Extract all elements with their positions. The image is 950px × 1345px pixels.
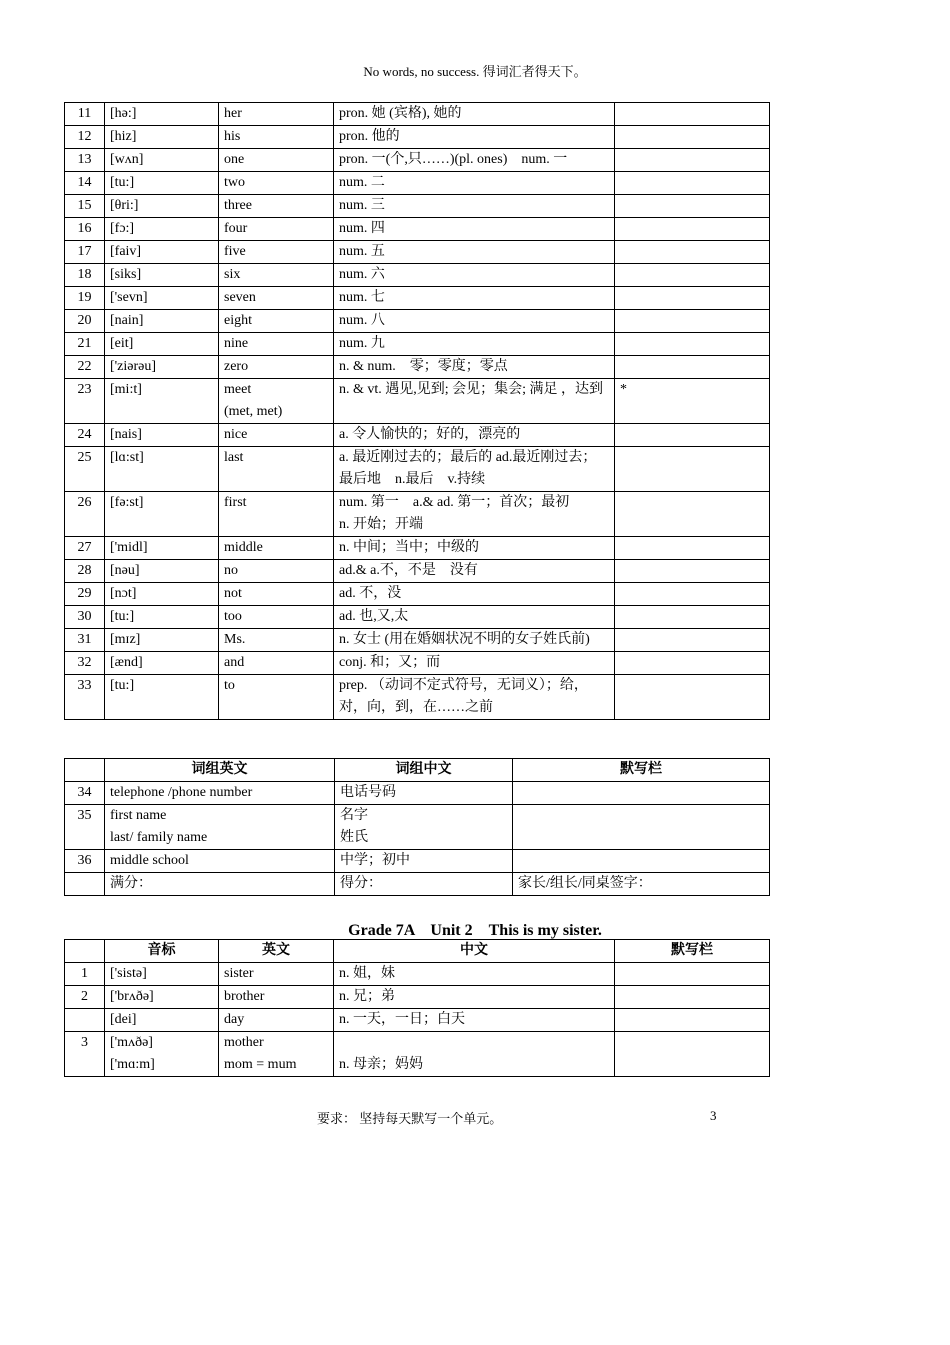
chinese-cell: prep. （动词不定式符号，无词义）；给，对，向，到，在……之前 xyxy=(334,675,615,720)
ipa-cell: [wʌn] xyxy=(105,149,219,172)
english-cell: not xyxy=(219,583,334,606)
chinese-cell: pron. 一(个,只……)(pl. ones) num. 一 xyxy=(334,149,615,172)
header-chinese: 中文 xyxy=(334,940,615,963)
english-cell: mother mom = mum xyxy=(219,1032,334,1077)
row-number: 26 xyxy=(65,492,105,537)
write-cell xyxy=(615,560,770,583)
english-cell: seven xyxy=(219,287,334,310)
ipa-cell: [mi:t] xyxy=(105,379,219,424)
vocab-row xyxy=(65,264,770,287)
write-cell xyxy=(615,103,770,126)
english-cell: two xyxy=(219,172,334,195)
vocab-row xyxy=(65,447,770,492)
vocab-row xyxy=(65,606,770,629)
header-ipa: 音标 xyxy=(105,940,219,963)
write-cell xyxy=(615,492,770,537)
row-number: 31 xyxy=(65,629,105,652)
ipa-cell: [nɔt] xyxy=(105,583,219,606)
row-number: 30 xyxy=(65,606,105,629)
chinese-cell: n. 兄；弟 xyxy=(334,986,615,1009)
row-number: 25 xyxy=(65,447,105,492)
chinese-cell: n. & vt. 遇见,见到; 会见；集会; 满足 ，达到 xyxy=(334,379,615,424)
ipa-cell: [nain] xyxy=(105,310,219,333)
write-cell xyxy=(615,963,770,986)
row-number: 11 xyxy=(65,103,105,126)
score-row xyxy=(65,873,770,896)
unit2-row xyxy=(65,986,770,1009)
write-cell xyxy=(615,333,770,356)
header-phrase-en: 词组英文 xyxy=(105,759,335,782)
ipa-cell: [tu:] xyxy=(105,172,219,195)
vocab-row xyxy=(65,379,770,424)
ipa-cell: [siks] xyxy=(105,264,219,287)
write-cell xyxy=(513,805,770,850)
phrase-row xyxy=(65,805,770,850)
vocab-row xyxy=(65,103,770,126)
phrase-row xyxy=(65,782,770,805)
row-number: 17 xyxy=(65,241,105,264)
chinese-cell: num. 二 xyxy=(334,172,615,195)
unit2-header-row xyxy=(65,940,770,963)
vocab-row xyxy=(65,537,770,560)
row-number: 23 xyxy=(65,379,105,424)
header-cell xyxy=(65,759,105,782)
write-cell xyxy=(615,218,770,241)
vocab-row xyxy=(65,356,770,379)
vocab-row xyxy=(65,126,770,149)
english-cell: his xyxy=(219,126,334,149)
full-score-cell: 满分： xyxy=(105,873,335,896)
vocab-row xyxy=(65,583,770,606)
vocab-row xyxy=(65,149,770,172)
ipa-cell: ['sistə] xyxy=(105,963,219,986)
vocab-row xyxy=(65,675,770,720)
write-cell xyxy=(513,850,770,873)
page-footer: 要求： 坚持每天默写一个单元。 xyxy=(317,1111,503,1126)
chinese-cell: n. 姐，妹 xyxy=(334,963,615,986)
write-cell xyxy=(615,172,770,195)
page-header: No words, no success. 得词汇者得天下。 xyxy=(363,64,587,79)
header-write: 默写栏 xyxy=(513,759,770,782)
chinese-cell: ad. 也,又,太 xyxy=(334,606,615,629)
english-cell: her xyxy=(219,103,334,126)
page-number: 3 xyxy=(710,1108,717,1123)
phrase-header-row xyxy=(65,759,770,782)
chinese-cell: a. 令人愉快的；好的，漂亮的 xyxy=(334,424,615,447)
chinese-cell: num. 三 xyxy=(334,195,615,218)
row-number: 27 xyxy=(65,537,105,560)
write-cell xyxy=(615,447,770,492)
english-cell: five xyxy=(219,241,334,264)
row-number: 21 xyxy=(65,333,105,356)
signature-cell: 家长/组长/同桌签字： xyxy=(513,873,770,896)
row-number xyxy=(65,1009,105,1032)
vocab-row xyxy=(65,560,770,583)
chinese-cell: num. 第一 a.& ad. 第一；首次；最初 n. 开始；开端 xyxy=(334,492,615,537)
row-number: 15 xyxy=(65,195,105,218)
write-cell xyxy=(615,287,770,310)
vocab-row xyxy=(65,218,770,241)
ipa-cell: [hə:] xyxy=(105,103,219,126)
write-cell xyxy=(615,1032,770,1077)
ipa-cell: ['brʌðə] xyxy=(105,986,219,1009)
english-cell: too xyxy=(219,606,334,629)
vocab-row xyxy=(65,287,770,310)
english-cell: four xyxy=(219,218,334,241)
write-cell xyxy=(615,126,770,149)
row-number: 20 xyxy=(65,310,105,333)
ipa-cell: [ænd] xyxy=(105,652,219,675)
chinese-cell: n. & num. 零；零度；零点 xyxy=(334,356,615,379)
ipa-cell: [eit] xyxy=(105,333,219,356)
write-cell xyxy=(615,264,770,287)
vocab-row xyxy=(65,424,770,447)
chinese-cell: num. 七 xyxy=(334,287,615,310)
score-cell: 得分： xyxy=(335,873,513,896)
english-cell: three xyxy=(219,195,334,218)
chinese-cell: n. 母亲；妈妈 xyxy=(334,1032,615,1077)
write-cell xyxy=(615,583,770,606)
english-cell: meet (met, met) xyxy=(219,379,334,424)
write-cell xyxy=(615,675,770,720)
row-number: 29 xyxy=(65,583,105,606)
header-write: 默写栏 xyxy=(615,940,770,963)
chinese-cell: a. 最近刚过去的；最后的 ad.最近刚过去；最后地 n.最后 v.持续 xyxy=(334,447,615,492)
english-cell: first xyxy=(219,492,334,537)
chinese-cell: pron. 她 (宾格), 她的 xyxy=(334,103,615,126)
row-number: 36 xyxy=(65,850,105,873)
english-cell: nice xyxy=(219,424,334,447)
english-cell: and xyxy=(219,652,334,675)
english-cell: Ms. xyxy=(219,629,334,652)
ipa-cell: [θri:] xyxy=(105,195,219,218)
chinese-cell: ad.& a.不，不是 没有 xyxy=(334,560,615,583)
phrase-en-cell: first name last/ family name xyxy=(105,805,335,850)
english-cell: zero xyxy=(219,356,334,379)
english-cell: nine xyxy=(219,333,334,356)
vocab-row xyxy=(65,629,770,652)
ipa-cell: ['sevn] xyxy=(105,287,219,310)
write-cell xyxy=(615,149,770,172)
vocab-row xyxy=(65,172,770,195)
row-number: 22 xyxy=(65,356,105,379)
ipa-cell: [lɑ:st] xyxy=(105,447,219,492)
unit2-title: Grade 7A Unit 2 This is my sister. xyxy=(348,922,602,939)
vocab-row xyxy=(65,333,770,356)
header-cell xyxy=(65,940,105,963)
row-number: 1 xyxy=(65,963,105,986)
vocab-table xyxy=(64,102,770,720)
phrase-cn-cell: 名字 姓氏 xyxy=(335,805,513,850)
ipa-cell: [tu:] xyxy=(105,606,219,629)
empty-cell xyxy=(65,873,105,896)
chinese-cell: num. 四 xyxy=(334,218,615,241)
phrase-en-cell: telephone /phone number xyxy=(105,782,335,805)
ipa-cell: [faiv] xyxy=(105,241,219,264)
english-cell: day xyxy=(219,1009,334,1032)
write-cell xyxy=(615,537,770,560)
write-cell xyxy=(615,195,770,218)
write-cell xyxy=(615,986,770,1009)
row-number: 2 xyxy=(65,986,105,1009)
write-cell xyxy=(615,652,770,675)
phrase-cn-cell: 中学；初中 xyxy=(335,850,513,873)
ipa-cell: ['midl] xyxy=(105,537,219,560)
phrase-row xyxy=(65,850,770,873)
row-number: 24 xyxy=(65,424,105,447)
row-number: 28 xyxy=(65,560,105,583)
english-cell: last xyxy=(219,447,334,492)
phrase-en-cell: middle school xyxy=(105,850,335,873)
english-cell: six xyxy=(219,264,334,287)
vocab-row xyxy=(65,310,770,333)
ipa-cell: [nəu] xyxy=(105,560,219,583)
unit2-table xyxy=(64,939,770,1077)
write-cell xyxy=(513,782,770,805)
phrase-cn-cell: 电话号码 xyxy=(335,782,513,805)
vocab-row xyxy=(65,652,770,675)
write-cell xyxy=(615,241,770,264)
english-cell: brother xyxy=(219,986,334,1009)
unit2-row xyxy=(65,963,770,986)
row-number: 19 xyxy=(65,287,105,310)
row-number: 13 xyxy=(65,149,105,172)
chinese-cell: num. 五 xyxy=(334,241,615,264)
write-cell xyxy=(615,424,770,447)
english-cell: sister xyxy=(219,963,334,986)
chinese-cell: n. 女士 (用在婚姻状况不明的女子姓氏前) xyxy=(334,629,615,652)
vocab-row xyxy=(65,492,770,537)
header-phrase-cn: 词组中文 xyxy=(335,759,513,782)
chinese-cell: n. 一天，一日；白天 xyxy=(334,1009,615,1032)
header-english: 英文 xyxy=(219,940,334,963)
row-number: 18 xyxy=(65,264,105,287)
phrase-table xyxy=(64,758,770,896)
row-number: 16 xyxy=(65,218,105,241)
english-cell: no xyxy=(219,560,334,583)
chinese-cell: n. 中间；当中；中级的 xyxy=(334,537,615,560)
ipa-cell: [fə:st] xyxy=(105,492,219,537)
write-cell xyxy=(615,629,770,652)
ipa-cell: [hiz] xyxy=(105,126,219,149)
chinese-cell: num. 六 xyxy=(334,264,615,287)
row-number: 34 xyxy=(65,782,105,805)
row-number: 33 xyxy=(65,675,105,720)
chinese-cell: pron. 他的 xyxy=(334,126,615,149)
english-cell: eight xyxy=(219,310,334,333)
row-number: 35 xyxy=(65,805,105,850)
write-cell: * xyxy=(615,379,770,424)
chinese-cell: num. 八 xyxy=(334,310,615,333)
english-cell: one xyxy=(219,149,334,172)
ipa-cell: ['mʌðə] ['mɑ:m] xyxy=(105,1032,219,1077)
row-number: 32 xyxy=(65,652,105,675)
write-cell xyxy=(615,310,770,333)
row-number: 12 xyxy=(65,126,105,149)
unit2-row xyxy=(65,1009,770,1032)
write-cell xyxy=(615,356,770,379)
ipa-cell: [nais] xyxy=(105,424,219,447)
row-number: 14 xyxy=(65,172,105,195)
vocab-row xyxy=(65,195,770,218)
chinese-cell: ad. 不，没 xyxy=(334,583,615,606)
write-cell xyxy=(615,1009,770,1032)
ipa-cell: [mɪz] xyxy=(105,629,219,652)
unit2-row xyxy=(65,1032,770,1077)
ipa-cell: [tu:] xyxy=(105,675,219,720)
english-cell: middle xyxy=(219,537,334,560)
row-number: 3 xyxy=(65,1032,105,1077)
vocab-row xyxy=(65,241,770,264)
ipa-cell: [fɔ:] xyxy=(105,218,219,241)
write-cell xyxy=(615,606,770,629)
ipa-cell: [dei] xyxy=(105,1009,219,1032)
chinese-cell: conj. 和；又；而 xyxy=(334,652,615,675)
english-cell: to xyxy=(219,675,334,720)
chinese-cell: num. 九 xyxy=(334,333,615,356)
ipa-cell: ['ziərəu] xyxy=(105,356,219,379)
